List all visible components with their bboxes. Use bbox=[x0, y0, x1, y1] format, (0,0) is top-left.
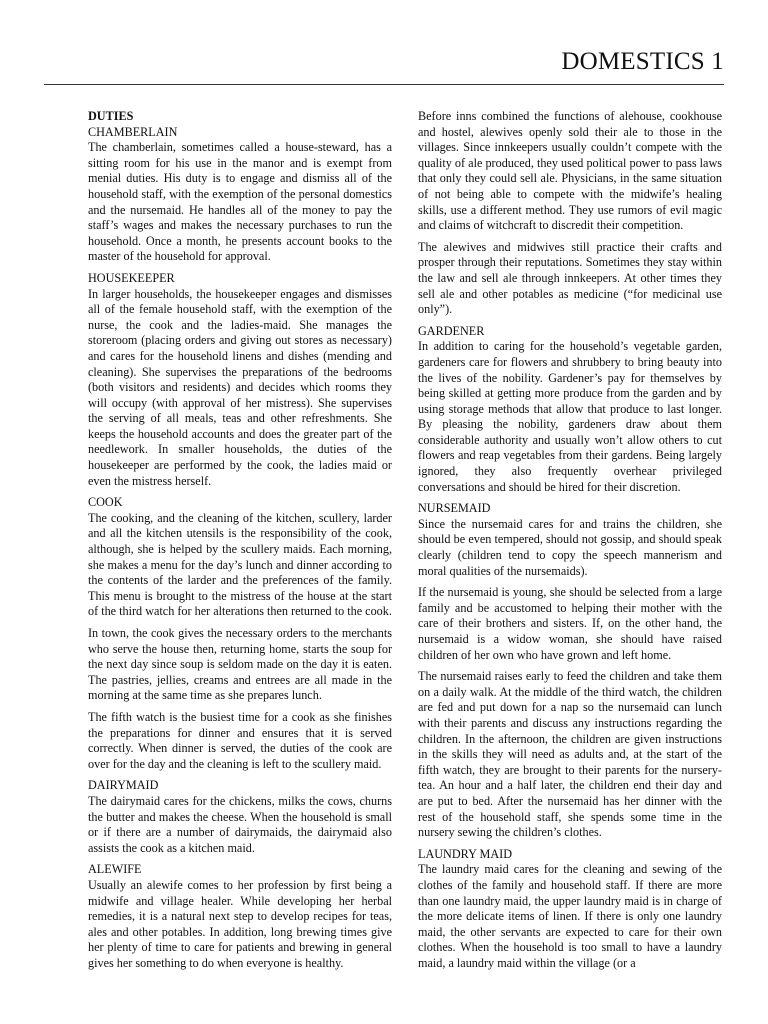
paragraph: In town, the cook gives the necessary orders to the merchants who serve the house then, returning home, starts the soup for the next day since soup is seldom made on the day it is eaten. The pastries, jellies, creams and entrees are all made in the morning at the same time as she prepares lunch. bbox=[88, 626, 392, 703]
paragraph: The alewives and midwives still practice their crafts and prosper through their reputations. Sometimes they stay within the law and sell ale through innkeepers. At other times they sell ale and other potables as medicine (“for medicinal use only”). bbox=[418, 239, 722, 317]
heading-nursemaid: NURSEMAID bbox=[418, 501, 491, 516]
paragraph: In larger households, the housekeeper engages and dismisses all of the female household staff, with the exemption of the nurse, the cook and the ladies-maid. She manages the storeroom (placing orders and giving out stores as necessary) and cares for the household linens and dishes (mending and cleaning). She supervises the preparations of the bedrooms (both visitors and residents) and decides which rooms they will occupy (with approval of her mistress). She supervises the serving of all meals, teas and other refreshments. She keeps the household accounts and does the greater part of the needlework. In smaller households, the duties of the housekeeper are performed by the cook, the ladies maid or even the mistress herself. bbox=[88, 286, 392, 488]
header-rule bbox=[44, 84, 724, 85]
section-nursemaid bbox=[418, 501, 722, 840]
paragraph: The nursemaid raises early to feed the children and take them on a daily walk. At the middle of the third watch, the children are fed and put down for a nap so the nursemaid can lunch with their parents and discuss any instructions regarding the children. In the afternoon, the children are given instructions in the skills they will need as adults and, at the start of the fifth watch, they are brought to their parents for the nursery-tea. An hour and a half later, the children end their day and are put to bed. After the nursemaid has her dinner with the rest of the household staff, she spends some time in the nursery sewing the children’s clothes. bbox=[418, 669, 722, 840]
paragraph: The dairymaid cares for the chickens, milks the cows, churns the butter and makes the cheese. When the household is small or if there are a number of dairymaids, the dairymaid also assists the cook as a kitchen maid. bbox=[88, 793, 392, 855]
section-laundry-maid bbox=[418, 847, 722, 972]
paragraph: The chamberlain, sometimes called a house-steward, has a sitting room for his use in the manor and is exempt from menial duties. His duty is to engage and dismiss all of the household staff, with the exemption of the personal domestics and the nursemaid. He handles all of the money to pay the staff’s wages and makes the necessary purchases to run the household. Once a month, he presents account books to the master of the household for approval. bbox=[88, 140, 392, 264]
running-title: DOMESTICS 1 bbox=[561, 48, 724, 75]
section-chamberlain bbox=[88, 125, 392, 265]
paragraph: The cooking, and the cleaning of the kitchen, scullery, larder and all the kitchen utensils is the responsibility of the cook, although, she is helped by the scullery maids. Each morning, she makes a menu for the day’s lunch and dinner according to the contents of the larder and the preferences of the family. This menu is brought to the mistress of the house at the start of the third watch for her alterations then returned to the cook. bbox=[88, 510, 392, 619]
heading-housekeeper: HOUSEKEEPER bbox=[88, 270, 175, 285]
paragraph: The laundry maid cares for the cleaning and sewing of the clothes of the family and household staff. If there are more than one laundry maid, the upper laundry maid is in charge of the more delicate items of linen. If there is only one laundry maid, the other servants are expected to care for their own clothes. When the household is too small to have a laundry maid, a laundry maid within the village (or a bbox=[418, 862, 722, 970]
section-title-duties: DUTIES bbox=[88, 109, 134, 123]
section-housekeeper bbox=[88, 271, 392, 489]
paragraph: In addition to caring for the household’s vegetable garden, gardeners care for flowers and shrubbery to bring beauty into the lives of the nobility. Gardener’s pay for themselves by being skilled at getting more produce from the garden and by using storage methods that allow that produce to last longer. By pleasing the nobility, gardeners draw about them considerable authority and usually won’t allow others to cut flowers and reap vegetables from their gardens. Being largely ignored, they also frequently overhear privileged conversations and should be hired for their discretion. bbox=[418, 339, 722, 494]
section-gardener bbox=[418, 324, 722, 496]
paragraph: If the nursemaid is young, she should be selected from a large family and be accustomed to helping their mother with the care of their brothers and sisters. If, on the other hand, the nursemaid is a widow woman, she should have raised children of her own who have grown and left home. bbox=[418, 585, 722, 662]
heading-alewife: ALEWIFE bbox=[88, 862, 142, 877]
section-alewife-continued bbox=[418, 109, 722, 318]
heading-chamberlain: CHAMBERLAIN bbox=[88, 124, 178, 139]
heading-laundry-maid: LAUNDRY MAID bbox=[418, 846, 512, 861]
heading-dairymaid: DAIRYMAID bbox=[88, 778, 159, 793]
section-alewife bbox=[88, 862, 392, 971]
paragraph: Usually an alewife comes to her profession by first being a midwife and village healer. While developing her herbal remedies, it is a natural next step to develop recipes for teas, ales and other potables. In addition, long brewing times give her plenty of time to care for patients and brewing in general gives her something to do when everyone is healthy. bbox=[88, 877, 392, 970]
left-column bbox=[88, 109, 392, 977]
paragraph: Before inns combined the functions of alehouse, cookhouse and hostel, alewives openly sold their ale to those in the villages. Since innkeepers usually couldn’t compete with the quality of ale produced, they used political power to pass laws that only they could sell ale. Physicians, in the same situation of not being able to compete with the midwife’s healing skills, use a different method. They use rumors of evil magic and claims of witchcraft to discredit their competition. bbox=[418, 109, 722, 233]
right-column bbox=[418, 109, 722, 977]
paragraph: Since the nursemaid cares for and trains the children, she should be even tempered, should not gossip, and should speak clearly (children tend to copy the speech mannerism and moral qualities of the nursemaids). bbox=[418, 516, 722, 578]
paragraph: The fifth watch is the busiest time for a cook as she finishes the preparations for dinner and ensures that it is served correctly. When dinner is served, the duties of the cook are over for the day and the cleaning is left to the scullery maid. bbox=[88, 709, 392, 771]
section-cook bbox=[88, 495, 392, 772]
heading-gardener: GARDENER bbox=[418, 323, 485, 338]
heading-cook: COOK bbox=[88, 495, 123, 510]
section-dairymaid bbox=[88, 778, 392, 856]
